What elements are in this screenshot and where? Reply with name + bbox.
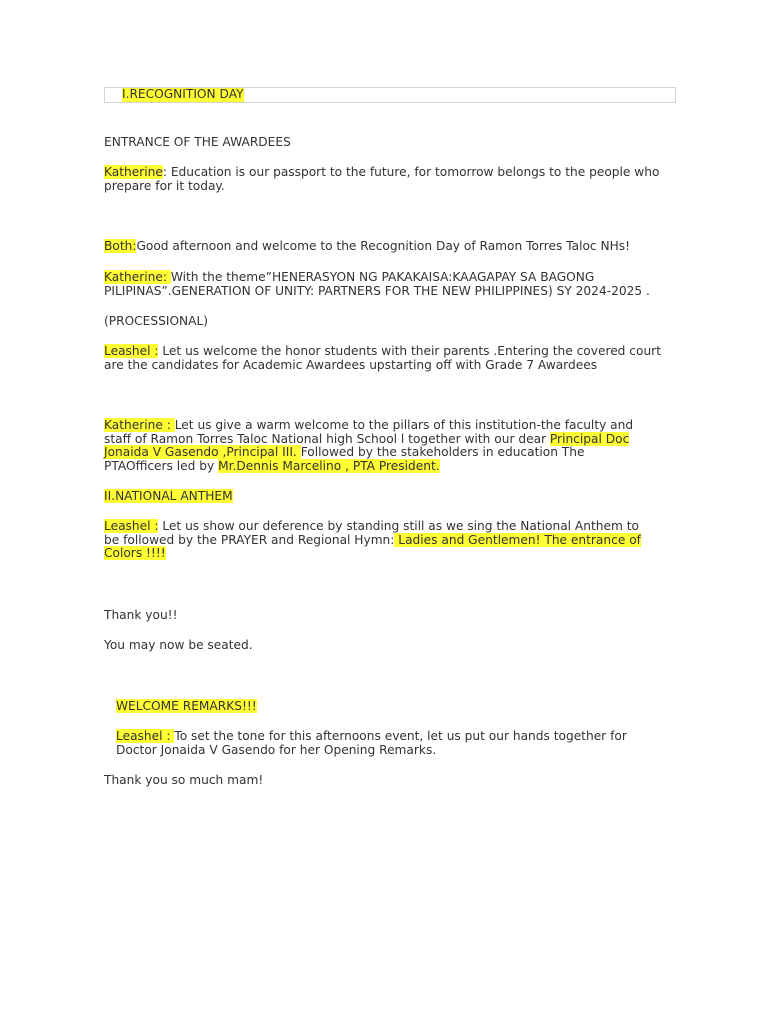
thank-you-mam-text: Thank you so much mam! <box>104 773 264 787</box>
welcome-heading <box>116 700 656 714</box>
paragraph-text: Followed by the stakeholders in education The PTAOfficers led by <box>104 445 585 473</box>
entrance-heading: ENTRANCE OF THE AWARDEES <box>104 135 291 149</box>
section-title: I.RECOGNITION DAY <box>122 87 244 101</box>
paragraph-leashel-1 <box>104 345 664 372</box>
speaker-label: Both: <box>104 239 137 253</box>
paragraph-katherine-2 <box>104 419 652 473</box>
paragraph-text: Let us give a warm welcome to the pillars of this institution-the faculty and staff of Ramon Torres Taloc National high School l together with our dear <box>104 418 634 446</box>
seated-text: You may now be seated. <box>104 638 253 652</box>
paragraph-text: : Education is our passport to the future, for tomorrow belongs to the people who prepare for it today. <box>104 165 660 193</box>
paragraph-katherine-theme <box>104 271 664 298</box>
speaker-label: Leashel : <box>116 729 175 743</box>
paragraph-both <box>104 240 664 254</box>
paragraph-text: Let us welcome the honor students with their parents .Entering the covered court are the candidates for Academic Awardees upstarting off with Grade 7 Awardees <box>104 344 661 372</box>
paragraph-leashel-3 <box>116 730 656 757</box>
paragraph-katherine-1 <box>104 166 664 193</box>
thank-you-text: Thank you!! <box>104 608 178 622</box>
paragraph-text: Let us show our deference by standing still as we sing the National Anthem to be followed by the PRAYER and Regional Hymn: <box>104 519 639 547</box>
speaker-label: Leashel : <box>104 344 159 358</box>
speaker-label: Katherine <box>104 165 163 179</box>
paragraph-text: Good afternoon and welcome to the Recognition Day of Ramon Torres Taloc NHs! <box>136 239 631 253</box>
highlight-pta-president: Mr.Dennis Marcelino , PTA President. <box>218 458 440 473</box>
speaker-label: Katherine : <box>104 418 175 432</box>
anthem-heading-text: II.NATIONAL ANTHEM <box>104 489 233 503</box>
paragraph-leashel-2 <box>104 520 652 561</box>
anthem-heading <box>104 490 664 504</box>
speaker-label: Katherine: <box>104 270 171 284</box>
section-title-box <box>104 87 676 103</box>
welcome-heading-text: WELCOME REMARKS!!! <box>116 699 257 713</box>
paragraph-text: With the theme”HENERASYON NG PAKAKAISA:KAAGAPAY SA BAGONG PILIPINAS”.GENERATION OF UNITY: PARTNERS FOR THE NEW PHILIPPINES) SY 2024-2025 . <box>104 270 650 298</box>
speaker-label: Leashel : <box>104 519 159 533</box>
highlight-principal: Principal Doc Jonaida V Gasendo ,Principal III. <box>104 431 630 459</box>
paragraph-text: To set the tone for this afternoons event, let us put our hands together for Doctor Jonaida V Gasendo for her Opening Remarks. <box>116 729 627 757</box>
processional-note: (PROCESSIONAL) <box>104 314 209 328</box>
highlight-colors: Ladies and Gentlemen! The entrance of Colors !!!! <box>104 532 641 560</box>
